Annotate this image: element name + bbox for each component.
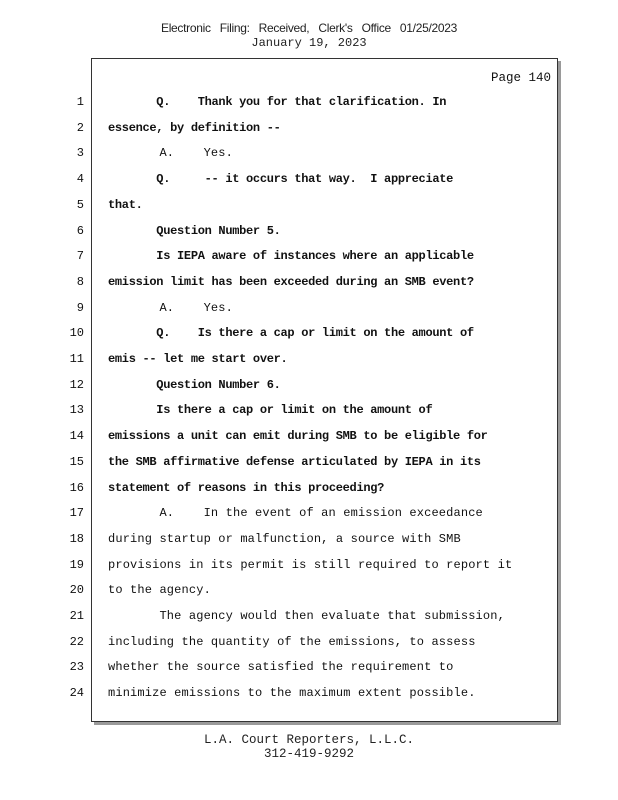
- transcript-line: Is IEPA aware of instances where an applicable: [108, 249, 474, 263]
- transcript-line: emissions a unit can emit during SMB to be eligible for: [108, 429, 488, 443]
- line-number: 7: [76, 249, 84, 263]
- transcript-line: The agency would then evaluate that submission,: [108, 609, 505, 623]
- transcript-line: emission limit has been exceeded during an SMB event?: [108, 275, 474, 289]
- line-number: 22: [69, 635, 84, 649]
- line-number: 6: [76, 224, 84, 238]
- footer-company: L.A. Court Reporters, L.L.C.: [203, 733, 415, 747]
- transcript-line: Is there a cap or limit on the amount of: [108, 403, 433, 417]
- line-number: 10: [69, 326, 84, 340]
- footer-phone: 312-419-9292: [263, 747, 354, 761]
- line-number: 21: [69, 609, 84, 623]
- line-number: 5: [76, 198, 84, 212]
- line-number: 16: [69, 481, 84, 495]
- line-number: 20: [69, 583, 84, 597]
- transcript-line: to the agency.: [108, 583, 211, 597]
- transcript-date: January 19, 2023: [251, 36, 367, 50]
- transcript-line: emis -- let me start over.: [108, 352, 288, 366]
- line-number: 15: [69, 455, 84, 469]
- line-number: 2: [76, 121, 84, 135]
- line-number: 14: [69, 429, 84, 443]
- transcript-line: whether the source satisfied the requirement to: [108, 660, 454, 674]
- transcript-line: statement of reasons in this proceeding?: [108, 481, 385, 495]
- line-number: 13: [69, 403, 84, 417]
- transcript-line: essence, by definition --: [108, 121, 281, 135]
- transcript-line: Q. Is there a cap or limit on the amount of: [108, 326, 474, 340]
- filing-stamp: Electronic Filing: Received, Clerk's Office 01/25/2023: [160, 21, 457, 35]
- transcript-line: minimize emissions to the maximum extent possible.: [108, 686, 476, 700]
- transcript-line: Q. Thank you for that clarification. In: [108, 95, 447, 109]
- transcript-line: during startup or malfunction, a source with SMB: [108, 532, 461, 546]
- line-number: 18: [69, 532, 84, 546]
- line-number: 24: [69, 686, 84, 700]
- line-number: 11: [69, 352, 84, 366]
- transcript-line: Question Number 5.: [108, 224, 281, 238]
- transcript-line: that.: [108, 198, 143, 212]
- line-number: 23: [69, 660, 84, 674]
- transcript-line: A. Yes.: [108, 301, 233, 315]
- line-number: 19: [69, 558, 84, 572]
- line-number: 3: [76, 146, 84, 160]
- line-number: 17: [69, 506, 84, 520]
- line-number: 1: [76, 95, 84, 109]
- line-number: 4: [76, 172, 84, 186]
- page-number: Page 140: [490, 71, 551, 85]
- line-number: 12: [69, 378, 84, 392]
- transcript-line: A. Yes.: [108, 146, 233, 160]
- transcript-line: including the quantity of the emissions, to assess: [108, 635, 476, 649]
- transcript-line: Q. -- it occurs that way. I appreciate: [108, 172, 454, 186]
- transcript-line: Question Number 6.: [108, 378, 281, 392]
- line-number: 9: [76, 301, 84, 315]
- line-number: 8: [76, 275, 84, 289]
- transcript-line: A. In the event of an emission exceedance: [108, 506, 483, 520]
- transcript-line: the SMB affirmative defense articulated by IEPA in its: [108, 455, 481, 469]
- transcript-line: provisions in its permit is still required to report it: [108, 558, 513, 572]
